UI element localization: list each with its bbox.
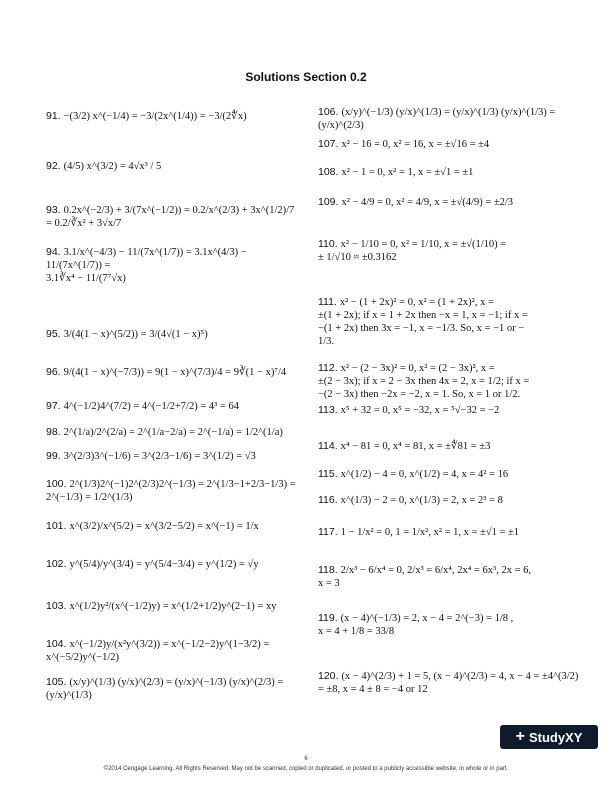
problem-left-6 (46, 400, 296, 413)
studyxy-logo (500, 725, 598, 749)
problem-right-9 (318, 468, 580, 481)
problem-line: 3.1/x^(−4/3) − 11/(7x^(1/7)) = 3.1x^(4/3) − 11/(7x^(1/7)) = (46, 247, 247, 271)
copyright-notice: ©2014 Cengage Learning. All Rights Reserved. May not be scanned, copied or duplicated, or posted to a publicly accessible website, in whole or in part. (103, 766, 509, 772)
problem-number: 102. (46, 558, 67, 570)
problem-right-0 (318, 106, 580, 132)
problem-line: 2^(1/a)/2^(2/a) = 2^(1/a−2/a) = 2^(−1/a) = 1/2^(1/a) (63, 427, 283, 438)
problem-number: 109. (318, 196, 339, 208)
problem-number: 92. (46, 160, 61, 172)
problem-line: x² − (1 + 2x)² = 0, x² = (1 + 2x)², x = (339, 297, 494, 308)
problem-left-9 (46, 478, 296, 504)
problem-line: (x/y)^(−1/3) (y/x)^(1/3) = (y/x)^(1/3) (y/x)^(1/3) = (y/x)^(2/3) (318, 107, 556, 131)
problem-line: (4/5) x^(3/2) = 4√x³ / 5 (63, 161, 162, 172)
problem-line: −(3/2) x^(−1/4) = −3/(2x^(1/4)) = −3/(2∜x) (63, 111, 247, 122)
problem-line: ±(2 − 3x); if x = 2 − 3x then 4x = 2, x = 1/2; if x = (318, 376, 530, 387)
problem-number: 111. (318, 296, 337, 308)
problem-right-14 (318, 670, 580, 696)
problem-number: 105. (46, 676, 67, 688)
problem-right-1 (318, 138, 580, 151)
problem-line: 3^(2/3)3^(−1/6) = 3^(2/3−1/6) = 3^(1/2) = √3 (63, 451, 256, 462)
problem-right-10 (318, 494, 580, 507)
problem-line: ± 1/√10 ≈ ±0.3162 (318, 252, 397, 263)
problem-number: 99. (46, 450, 61, 462)
problem-line: x^(1/2)y²/(x^(−1/2)y) = x^(1/2+1/2)y^(2−1) = xy (69, 601, 277, 612)
problem-line: −(1 + 2x) then 3x = −1, x = −1/3. So, x = −1 or − (318, 323, 525, 334)
problem-line: x = 4 + 1/8 = 33/8 (318, 626, 395, 637)
problem-number: 114. (318, 440, 338, 452)
problem-number: 113. (318, 404, 338, 416)
problem-line: x = 3 (318, 578, 340, 589)
problem-line: x^(−1/2)y/(x²y^(3/2)) = x^(−1/2−2)y^(1−3/2) = x^(−5/2)y^(−1/2) (46, 639, 270, 663)
problem-line: y^(5/4)/y^(3/4) = y^(5/4−3/4) = y^(1/2) = √y (69, 559, 259, 570)
problem-line: 2^(1/3)2^(−1)2^(2/3)2^(−1/3) = 2^(1/3−1+2/3−1/3) = 2^(−1/3) = 1/2^(1/3) (46, 479, 296, 503)
problem-number: 104. (46, 638, 67, 650)
problem-left-8 (46, 450, 296, 463)
problem-line: x^(3/2)/x^(5/2) = x^(3/2−5/2) = x^(−1) = 1/x (69, 521, 259, 532)
problem-left-2 (46, 204, 296, 230)
problem-line: 0.2x^(−2/3) + 3/(7x^(−1/2)) = 0.2/x^(2/3) + 3x^(1/2)/7 = 0.2/∛x² + 3√x/7 (46, 205, 295, 229)
problem-left-3 (46, 246, 296, 285)
page-title: Solutions Section 0.2 (245, 70, 367, 84)
problem-line: x⁴ − 81 = 0, x⁴ = 81, x = ±∜81 = ±3 (340, 441, 491, 452)
problem-number: 117. (318, 526, 338, 538)
problem-line: (x − 4)^(2/3) + 1 = 5, (x − 4)^(2/3) = 4, x − 4 = ±4^(3/2) (341, 671, 579, 682)
problem-left-12 (46, 600, 296, 613)
problem-line: 3.1∛x⁴ − 11/(7⁷√x) (46, 273, 126, 284)
problem-line: x⁵ + 32 = 0, x⁵ = −32, x = ⁵√−32 = −2 (340, 405, 500, 416)
problem-number: 95. (46, 328, 61, 340)
problem-number: 119. (318, 612, 338, 624)
problem-right-2 (318, 166, 580, 179)
problem-left-0 (46, 110, 296, 123)
problem-number: 103. (46, 600, 67, 612)
problem-number: 108. (318, 166, 339, 178)
problem-line: 1/3. (318, 336, 335, 347)
problem-left-7 (46, 426, 296, 439)
problem-line: 2/x³ − 6/x⁴ = 0, 2/x³ = 6/x⁴, 2x⁴ = 6x³, 2x = 6, (340, 565, 531, 576)
problem-number: 118. (318, 564, 338, 576)
problem-number: 106. (318, 106, 339, 118)
problem-right-7 (318, 404, 580, 417)
problem-line: 3/(4(1 − x)^(5/2)) = 3/(4√(1 − x)⁵) (63, 329, 208, 340)
problem-left-11 (46, 558, 296, 571)
problem-left-14 (46, 676, 296, 702)
problem-right-5 (318, 296, 580, 348)
problem-line: ±(1 + 2x); if x = 1 + 2x then −x = 1, x = −1; if x = (318, 310, 528, 321)
problem-line: 4^(−1/2)4^(7/2) = 4^(−1/2+7/2) = 4³ = 64 (63, 401, 239, 412)
problem-number: 112. (318, 362, 338, 374)
problem-right-6 (318, 362, 580, 401)
problem-right-12 (318, 564, 580, 590)
problem-line: 9/(4(1 − x)^(−7/3)) = 9(1 − x)^(7/3)/4 = 9∛(1 − x)⁷/4 (63, 367, 287, 378)
problem-right-13 (318, 612, 580, 638)
problem-line: (x/y)^(1/3) (y/x)^(2/3) = (y/x)^(−1/3) (y/x)^(2/3) = (y/x)^(1/3) (46, 677, 284, 701)
problem-number: 110. (318, 238, 338, 250)
problem-number: 107. (318, 138, 339, 150)
problem-number: 115. (318, 468, 338, 480)
problem-number: 94. (46, 246, 61, 258)
problem-right-4 (318, 238, 580, 264)
problem-line: x² − (2 − 3x)² = 0, x² = (2 − 3x)², x = (340, 363, 495, 374)
problem-left-1 (46, 160, 296, 173)
problem-line: x² − 4/9 = 0, x² = 4/9, x = ±√(4/9) = ±2/3 (341, 197, 514, 208)
problem-line: x^(1/2) − 4 = 0, x^(1/2) = 4, x = 4² = 16 (340, 469, 509, 480)
problem-line: −(2 − 3x) then −2x = −2, x = 1. So, x = 1 or 1/2. (318, 389, 521, 400)
problem-left-10 (46, 520, 296, 533)
problem-left-13 (46, 638, 296, 664)
problem-number: 100. (46, 478, 67, 490)
problem-number: 101. (46, 520, 67, 532)
problem-number: 120. (318, 670, 339, 682)
problem-left-5 (46, 366, 296, 379)
problem-right-8 (318, 440, 580, 453)
problem-number: 98. (46, 426, 61, 438)
plus-icon: + (515, 728, 525, 745)
problem-line: x² − 1/10 = 0, x² = 1/10, x = ±√(1/10) = (340, 239, 507, 250)
problem-right-3 (318, 196, 580, 209)
problem-right-11 (318, 526, 580, 539)
problem-number: 96. (46, 366, 61, 378)
problem-line: (x − 4)^(−1/3) = 2, x − 4 = 2^(−3) = 1/8 , (340, 613, 514, 624)
problem-line: x² − 1 = 0, x² = 1, x = ±√1 = ±1 (341, 167, 474, 178)
problem-number: 93. (46, 204, 61, 216)
problem-left-4 (46, 328, 296, 341)
problem-number: 116. (318, 494, 338, 506)
problem-number: 97. (46, 400, 61, 412)
page-number: 6 (304, 756, 308, 762)
problem-line: x^(1/3) − 2 = 0, x^(1/3) = 2, x = 2³ = 8 (340, 495, 503, 506)
logo-text: StudyXY (528, 729, 583, 745)
problem-line: x² − 16 = 0, x² = 16, x = ±√16 = ±4 (341, 139, 490, 150)
problem-number: 91. (46, 110, 61, 122)
problem-line: = ±8, x = 4 ± 8 = −4 or 12 (318, 684, 428, 695)
problem-line: 1 − 1/x² = 0, 1 = 1/x², x² = 1, x = ±√1 = ±1 (340, 527, 520, 538)
